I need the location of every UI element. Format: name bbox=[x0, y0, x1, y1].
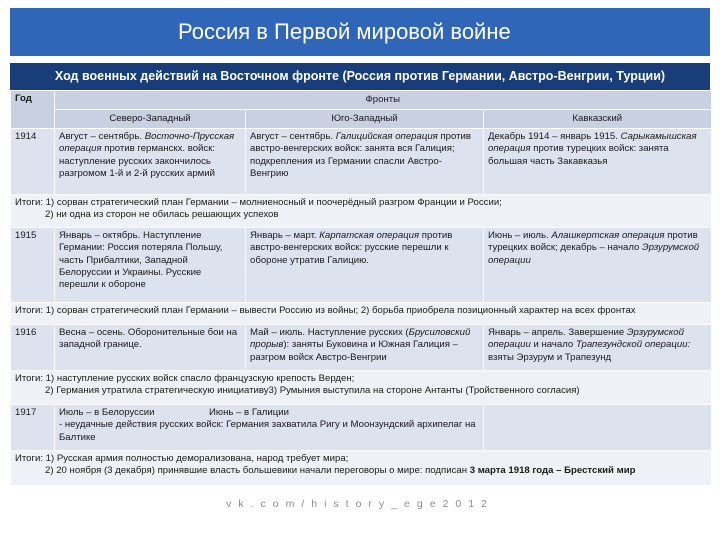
war-table bbox=[10, 63, 710, 485]
slide-title: Россия в Первой мировой войне bbox=[10, 8, 710, 56]
year-cell: 1917 bbox=[11, 405, 55, 451]
cell-1915-northwest: Январь – октябрь. Наступление Германии: Россия потеряла Польшу, часть Прибалтики, Западной Белоруссии и Украины. Русские перешли к обороне bbox=[55, 228, 246, 303]
year-cell: 1915 bbox=[11, 228, 55, 303]
cell-1916-caucasus: Январь – апрель. Завершение Эрзурумской операции и начало Трапезундской операции: взяты Эрзурум и Трапезунд bbox=[484, 325, 711, 371]
table-heading: Ход военных действий на Восточном фронте (Россия против Германии, Австро-Венгрии, Турции) bbox=[10, 63, 710, 90]
cell-1915-caucasus: Июнь – июль. Алашкертская операция против турецких войск; декабрь – начало Эрзурумской операции bbox=[484, 228, 711, 303]
summary-1917: Итоги: 1) Русская армия полностью деморализована, народ требует мира; 2) 20 ноября (3 декабря) принявшие власть большевики начали переговоры о мире: подписан 3 марта 1918 года – Брестский мир bbox=[11, 451, 711, 485]
year-cell: 1916 bbox=[11, 325, 55, 371]
summary-1916: Итоги: 1) наступление русских войск спасло французскую крепость Верден; 2) Германия утратила стратегическую инициативу3) Румыния выступила на стороне Антанты (Тройственного согласия) bbox=[11, 371, 711, 405]
cell-1914-northwest: Август – сентябрь. Восточно-Прусская операция против германскх. войск: наступление русских закончилось разгромом 1-й и 2-й русских армий bbox=[55, 129, 246, 195]
cell-1915-southwest: Январь – март. Карпатская операция против австро-венгерских войск: русские перешли к обороне утратив Галицию. bbox=[246, 228, 484, 303]
summary-1915: Итоги: 1) сорван стратегический план Германии – вывести Россию из войны; 2) борьба приобрела позиционный характер на всех фронтах bbox=[11, 303, 711, 325]
cell-1917-caucasus bbox=[484, 405, 711, 451]
cell-1916-southwest: Май – июль. Наступление русских (Брусиловский прорыв): заняты Буковина и Южная Галиция – разгром войск Австро-Венгрии bbox=[246, 325, 484, 371]
front-caucasus-header: Кавказский bbox=[484, 110, 711, 129]
summary-1914: Итоги: 1) сорван стратегический план Германии – молниеносный и поочерёдный разгром Франции и России; 2) ни одна из сторон не обилась решающих успехов bbox=[11, 195, 711, 228]
front-northwest-header: Северо-Западный bbox=[55, 110, 246, 129]
front-southwest-header: Юго-Западный bbox=[246, 110, 484, 129]
cell-1914-southwest: Август – сентябрь. Галицийская операция против австро-венгерских войск: занята вся Галиция; подкрепления из Германии спасли Австро-Венгрию bbox=[246, 129, 484, 195]
cell-1914-caucasus: Декабрь 1914 – январь 1915. Сарыкамышская операция против турецких войск: занята большая часть Закавказья bbox=[484, 129, 711, 195]
year-cell: 1914 bbox=[11, 129, 55, 195]
cell-1917-fronts: Июль – в Белоруссии Июнь – в Галиции - неудачные действия русских войск: Германия захватила Ригу и Моонзундский архипелаг на Балтике bbox=[55, 405, 484, 451]
footer-source: vk.com/history_ege2012 bbox=[226, 498, 494, 510]
fronts-header: Фронты bbox=[55, 91, 711, 110]
year-header: Год bbox=[11, 91, 55, 129]
cell-1916-northwest: Весна – осень. Оборонительные бои на западной границе. bbox=[55, 325, 246, 371]
